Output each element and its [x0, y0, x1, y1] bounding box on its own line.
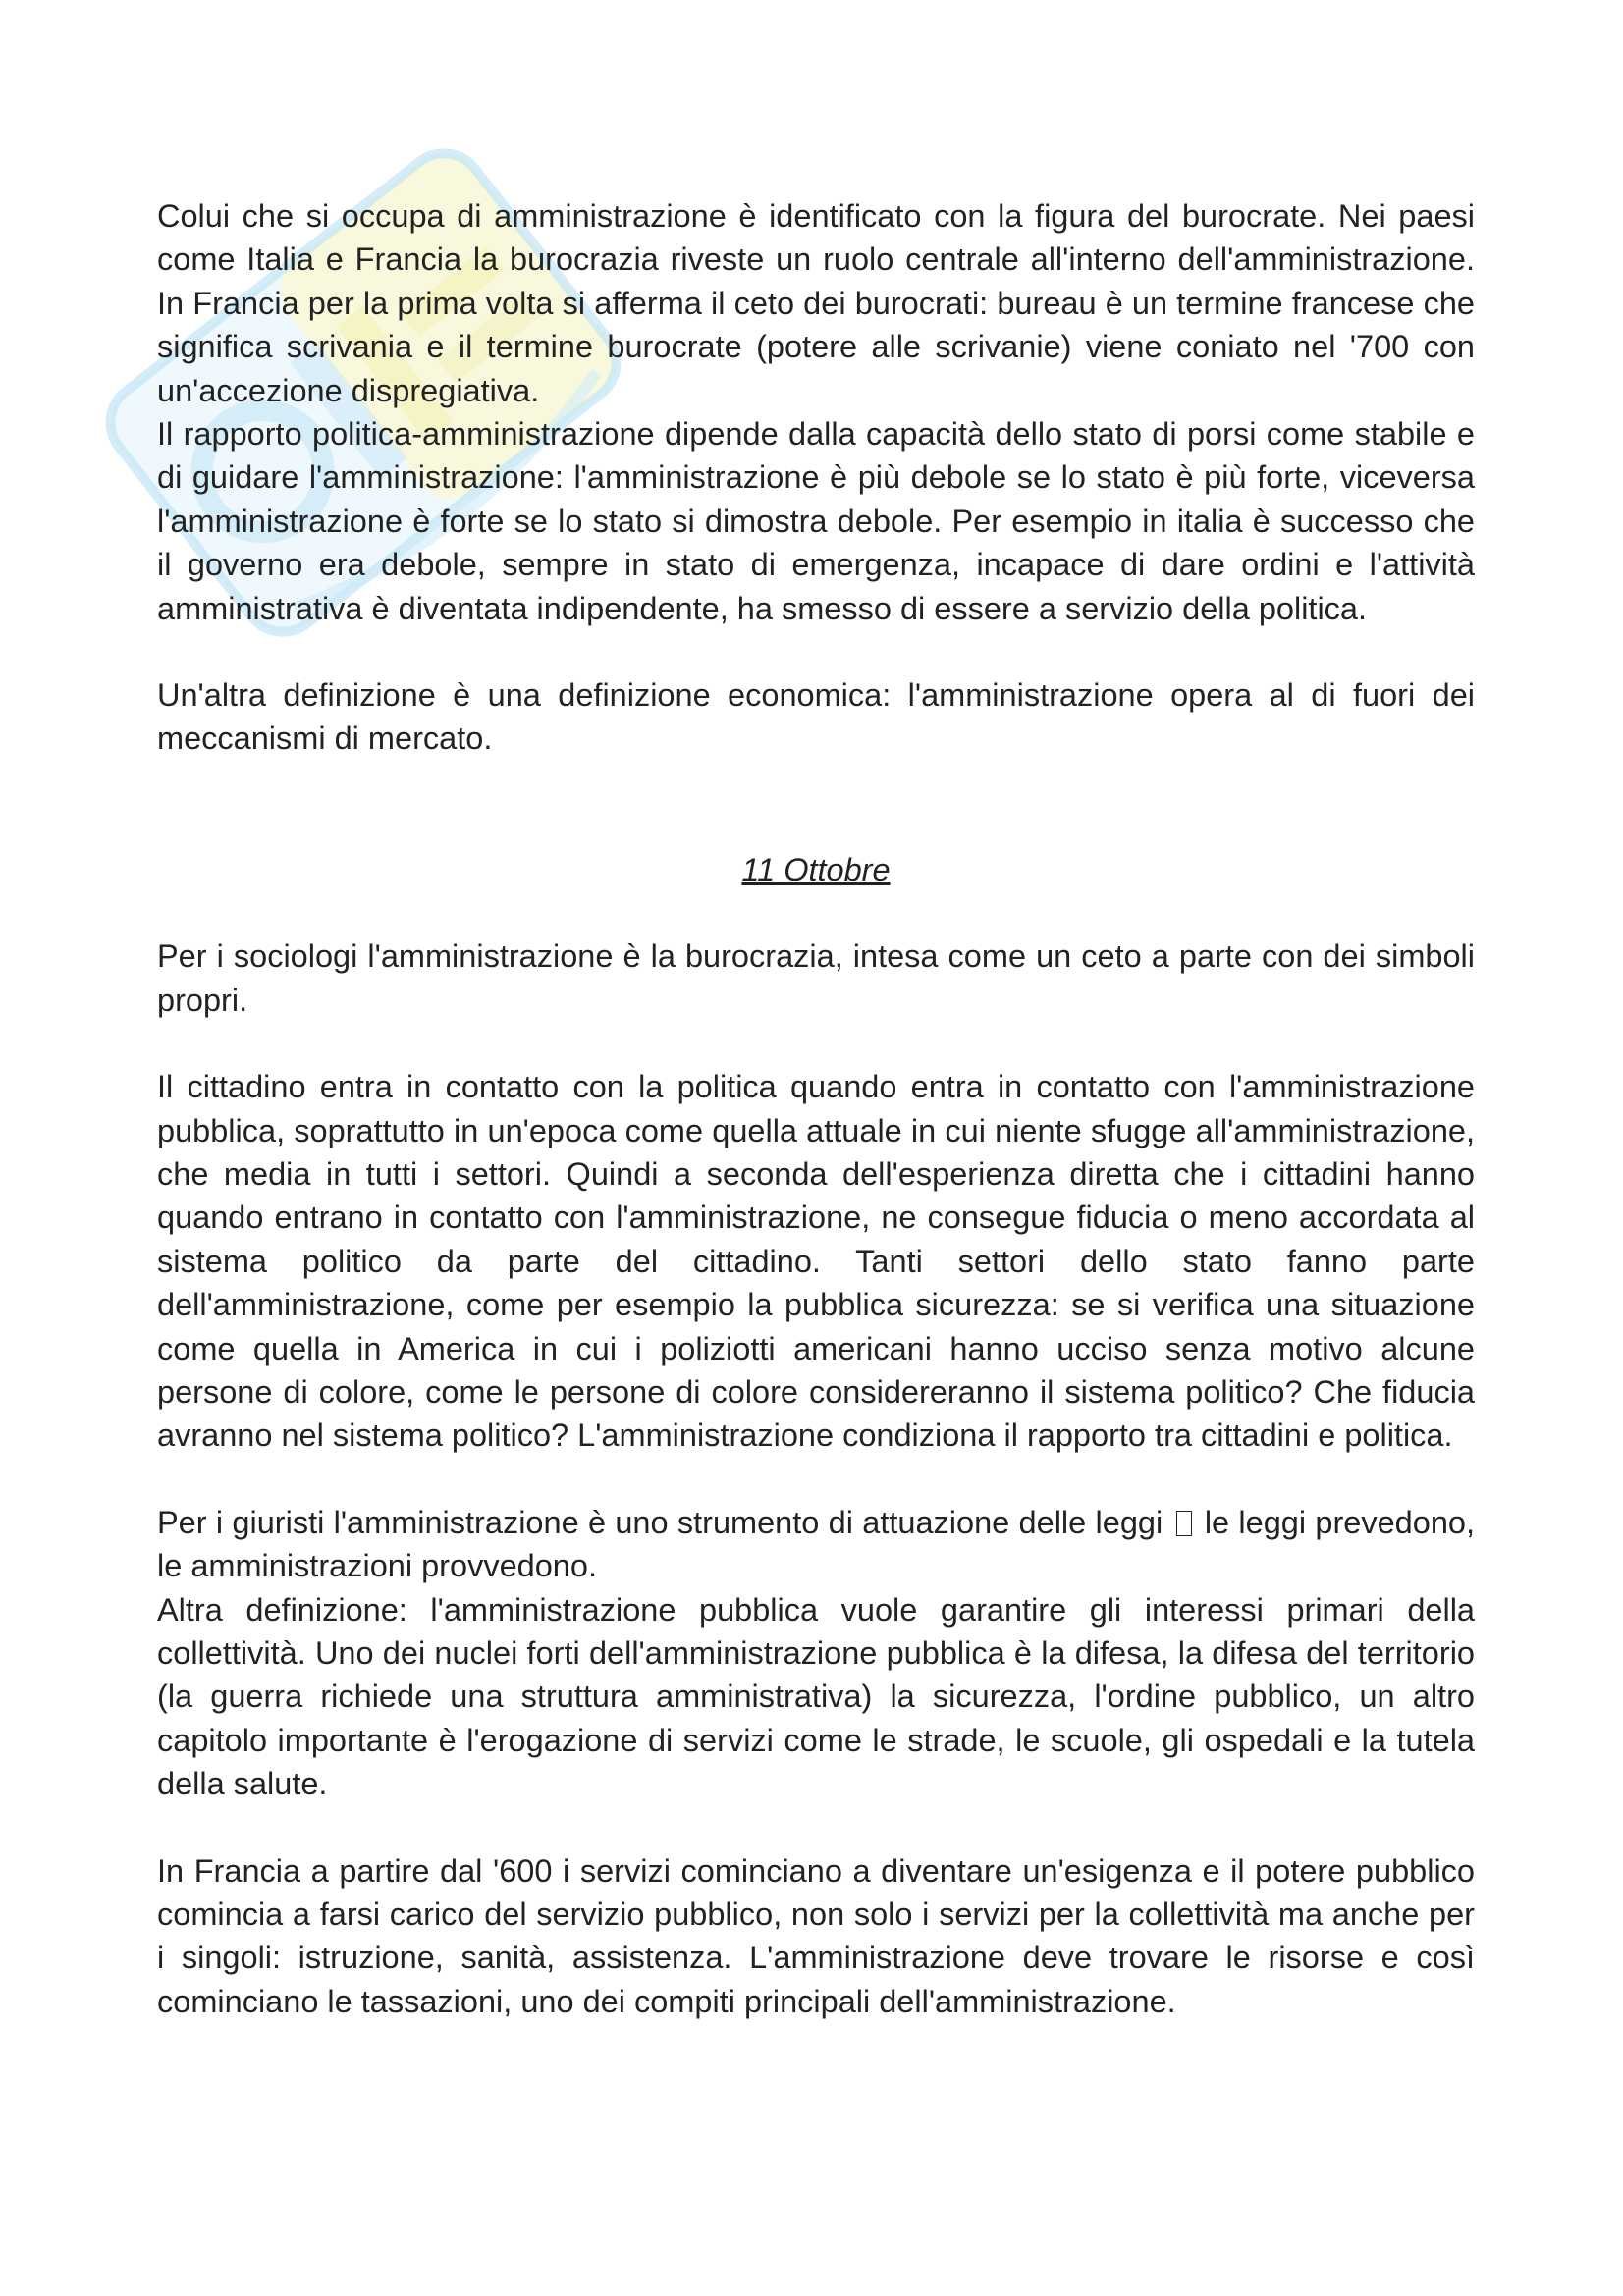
paragraph-cittadino: Il cittadino entra in contatto con la politica quando entra in contatto con l'amministrazione pubblica, soprattutto in un'epoca come quella attuale in cui niente sfugge all'amministrazione, che media in tutti i settori. Quindi a seconda dell'esperienza diretta che i cittadini hanno quando entrano in contatto con l'amministrazione, ne consegue fiducia o meno accordata al sistema politico da parte del cittadino. Tanti settori dello stato fanno parte dell'amministrazione, come per esempio la pubblica sicurezza: se si verifica una situazione come quella in America in cui i poliziotti americani hanno ucciso senza motivo alcune persone di colore, come le persone di colore considereranno il sistema politico? Che fiducia avranno nel sistema politico? L'amministrazione condiziona il rapporto tra cittadini e politica. — [157, 1069, 1475, 1454]
giuristi-text-after: le leggi prevedono, le amministrazioni provvedono. — [157, 1504, 1476, 1584]
paragraph-francia-servizi: In Francia a partire dal '600 i servizi cominciano a diventare un'esigenza e il potere pubblico comincia a farsi carico del servizio pubblico, non solo i servizi per la collettività ma anche per i singoli: istruzione, sanità, assistenza. L'amministrazione deve trovare le risorse e così cominciano le tassazioni, uno dei compiti principali dell'amministrazione. — [157, 1852, 1475, 2019]
paragraph-rapporto-politica: Il rapporto politica-amministrazione dipende dalla capacità dello stato di porsi come stabile e di guidare l'amministrazione: l'amministrazione è più debole se lo stato è più forte, viceversa l'amministrazione è forte se lo stato si dimostra debole. Per esempio in italia è successo che il governo era debole, sempre in stato di emergenza, incapace di dare ordini e l'attività amministrativa è diventata indipendente, ha smesso di essere a servizio della politica. — [157, 416, 1475, 626]
paragraph-giuristi — [157, 1501, 1475, 1588]
paragraph-burocrate: Colui che si occupa di amministrazione è identificato con la figura del burocrate. Nei paesi come Italia e Francia la burocrazia riveste un ruolo centrale all'interno dell'amministrazione. In Francia per la prima volta si afferma il ceto dei burocrati: bureau è un termine francese che significa scrivania e il termine burocrate (potere alle scrivanie) viene coniato nel '700 con un'accezione dispregiativa. — [157, 198, 1475, 408]
giuristi-text-before: Per i giuristi l'amministrazione è uno strumento di attuazione delle leggi — [157, 1504, 1163, 1540]
document-page — [157, 194, 1475, 2023]
missing-glyph-icon — [1176, 1511, 1192, 1536]
section-heading-date: 11 Ottobre — [741, 851, 891, 887]
paragraph-altra-definizione: Altra definizione: l'amministrazione pubblica vuole garantire gli interessi primari della collettività. Uno dei nuclei forti dell'amministrazione pubblica è la difesa, la difesa del territorio (la guerra richiede una struttura amministrativa) la sicurezza, l'ordine pubblico, un altro capitolo importante è l'erogazione di servizi come le strade, le scuole, gli ospedali e la tutela della salute. — [157, 1591, 1475, 1802]
paragraph-definizione-economica: Un'altra definizione è una definizione economica: l'amministrazione opera al di fuori dei meccanismi di mercato. — [157, 677, 1475, 757]
paragraph-sociologi: Per i sociologi l'amministrazione è la burocrazia, intesa come un ceto a parte con dei simboli propri. — [157, 938, 1475, 1018]
